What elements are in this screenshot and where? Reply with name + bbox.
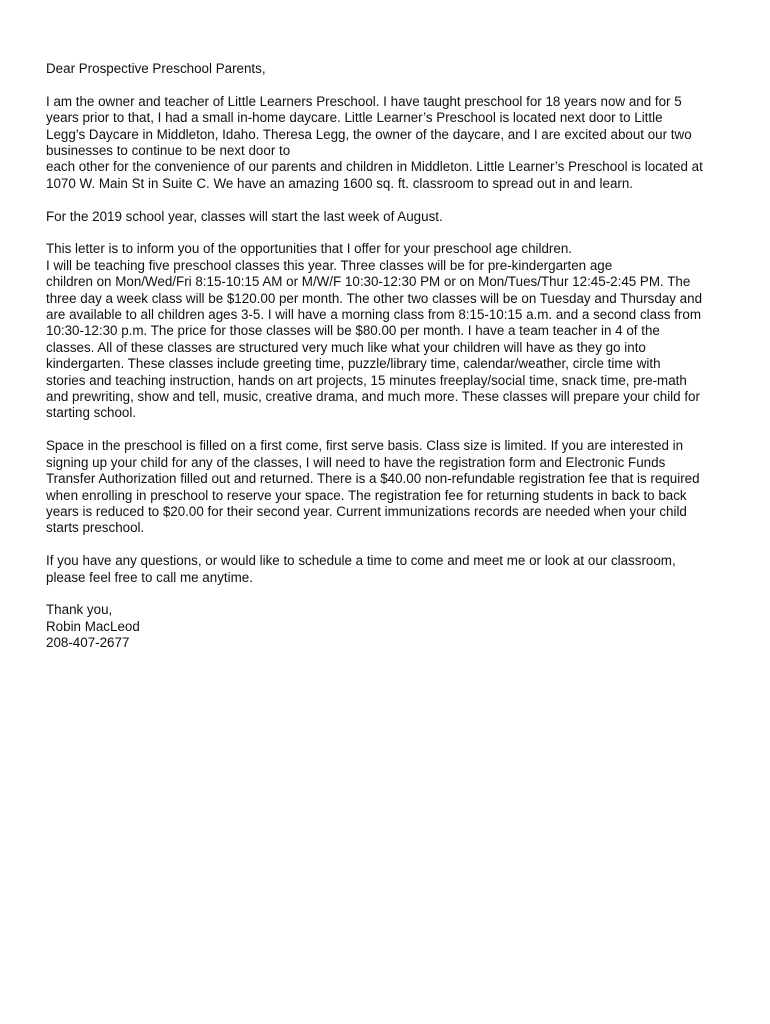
salutation-paragraph [46,61,736,77]
classes-line: classes. All of these classes are structured very much like what your children will have as they go into [46,339,646,355]
classes-paragraph [46,241,736,421]
closing-block [46,602,736,651]
salutation-line: Dear Prospective Preschool Parents, [46,61,266,76]
questions-line: please feel free to call me anytime. [46,569,253,585]
classes-line: are available to all children ages 3-5. I will have a morning class from 8:15-10:15 a.m. and a second class from [46,307,701,323]
classes-line: children on Mon/Wed/Fri 8:15-10:15 AM or M/W/F 10:30-12:30 PM or on Mon/Tues/Thur 12:45-2:45 PM. The [46,274,691,290]
phone-number: 208-407-2677 [46,635,130,651]
registration-line: signing up your child for any of the classes, I will need to have the registration form and Electronic Funds [46,454,666,470]
registration-line: starts preschool. [46,520,145,536]
questions-paragraph [46,553,736,586]
registration-line: when enrolling in preschool to reserve your space. The registration fee for returning students in back to back [46,487,687,503]
classes-line: 10:30-12:30 p.m. The price for those classes will be $80.00 per month. I have a team teacher in 4 of the [46,323,660,339]
intro-line: Legg’s Daycare in Middleton, Idaho. Theresa Legg, the owner of the daycare, and I are excited about our two [46,126,692,142]
classes-line: and prewriting, show and tell, music, creative drama, and much more. These classes will prepare your child for [46,389,700,405]
registration-line: Space in the preschool is filled on a first come, first serve basis. Class size is limited. If you are interested in [46,438,684,454]
classes-line: I will be teaching five preschool classes this year. Three classes will be for pre-kindergarten age [46,257,613,273]
registration-paragraph [46,438,736,536]
classes-line: kindergarten. These classes include greeting time, puzzle/library time, calendar/weather, circle time with [46,356,661,372]
closing-thanks: Thank you, [46,602,113,618]
school-year-line: For the 2019 school year, classes will start the last week of August. [46,208,443,224]
intro-line: years prior to that, I had a small in-home daycare. Little Learner’s Preschool is located next door to Little [46,110,663,126]
intro-paragraph [46,94,736,192]
classes-line: starting school. [46,405,137,421]
signature-name: Robin MacLeod [46,618,140,634]
classes-line: three day a week class will be $120.00 per month. The other two classes will be on Tuesday and Thursday and [46,290,703,306]
classes-line: This letter is to inform you of the opportunities that I offer for your preschool age children. [46,241,572,257]
intro-line: I am the owner and teacher of Little Learners Preschool. I have taught preschool for 18 years now and for 5 [46,93,682,109]
school-year-paragraph [46,209,736,225]
registration-line: Transfer Authorization filled out and returned. There is a $40.00 non-refundable registration fee that is required [46,471,700,487]
questions-line: If you have any questions, or would like to schedule a time to come and meet me or look at our classroom, [46,553,676,569]
registration-line: years is reduced to $20.00 for their second year. Current immunizations records are needed when your child [46,503,687,519]
intro-line: each other for the convenience of our parents and children in Middleton. Little Learner’s Preschool is located at [46,159,703,175]
classes-line: stories and teaching instruction, hands on art projects, 15 minutes freeplay/social time, snack time, pre-math [46,372,687,388]
letter-body [46,61,736,652]
intro-line: 1070 W. Main St in Suite C. We have an amazing 1600 sq. ft. classroom to spread out in and learn. [46,175,634,191]
intro-line: businesses to continue to be next door to [46,143,291,159]
